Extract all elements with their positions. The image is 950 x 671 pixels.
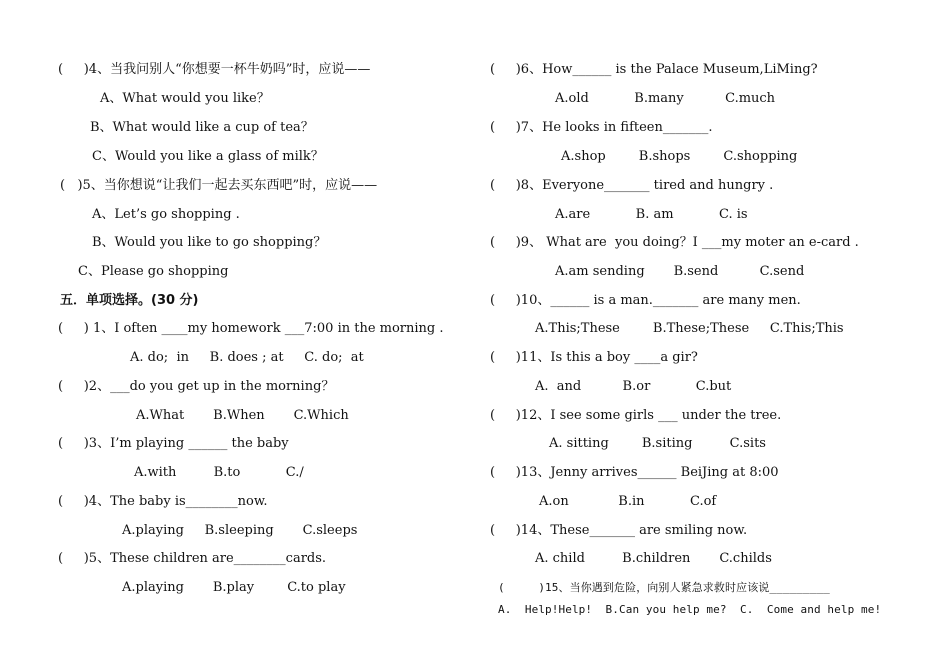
options-10: A.This;These B.These;These C.This;This <box>535 321 844 336</box>
question-15: ( )15、当你遇到危险，向别人紧急求救时应该说_________ <box>498 581 830 594</box>
question-4-cn: ( )4、当我问别人“你想要一杯牛奶吗”时，应说—— <box>58 62 371 77</box>
question-5-cn: ( )5、当你想说“让我们一起去买东西吧”时，应说—— <box>60 178 378 193</box>
section-heading: 五．单项选择。(30 分) <box>60 293 199 308</box>
question-2: ( )2、___do you get up in the morning？ <box>58 379 335 394</box>
option-b: B、Would you like to go shopping？ <box>92 235 327 250</box>
options-14: A. child B.children C.childs <box>535 551 772 566</box>
question-14: ( )14、These_______ are smiling now. <box>490 523 748 538</box>
option-c: C、Would you like a glass of milk？ <box>92 149 324 164</box>
question-6: ( )6、How______ is the Palace Museum,LiMing? <box>490 62 818 77</box>
question-10: ( )10、______ is a man._______ are many men. <box>490 293 801 308</box>
options-3: A.with B.to C./ <box>134 465 304 480</box>
options-7: A.shop B.shops C.shopping <box>561 149 798 164</box>
options-6: A.old B.many C.much <box>555 91 776 106</box>
question-9: ( )9、 What are you doing？I ___my moter an e-card . <box>490 235 859 250</box>
option-c: C、Please go shopping <box>78 264 229 279</box>
question-13: ( )13、Jenny arrives______ BeiJing at 8:00 <box>490 465 779 480</box>
question-8: ( )8、Everyone_______ tired and hungry . <box>490 178 774 193</box>
question-11: ( )11、Is this a boy ____a gir? <box>490 350 698 365</box>
option-a: A、What would you like？ <box>100 91 270 106</box>
options-8: A.are B. am C. is <box>555 207 748 222</box>
question-5: ( )5、These children are________cards. <box>58 551 327 566</box>
options-12: A. sitting B.siting C.sits <box>549 436 766 451</box>
options-1: A. do; in B. does ; at C. do; at <box>130 350 364 365</box>
question-12: ( )12、I see some girls ___ under the tree. <box>490 408 782 423</box>
option-a: A、Let’s go shopping . <box>92 207 240 222</box>
options-5: A.playing B.play C.to play <box>122 580 346 595</box>
question-3: ( )3、I’m playing ______ the baby <box>58 436 289 451</box>
options-2: A.What B.When C.Which <box>136 408 349 423</box>
option-b: B、What would like a cup of tea？ <box>90 120 314 135</box>
question-1: ( ) 1、I often ____my homework ___7:00 in the morning . <box>58 321 444 336</box>
options-9: A.am sending B.send C.send <box>555 264 805 279</box>
options-15: A. Help!Help! B.Can you help me? C. Come and help me! <box>498 603 882 616</box>
options-4: A.playing B.sleeping C.sleeps <box>122 523 358 538</box>
question-7: ( )7、He looks in fifteen_______. <box>490 120 713 135</box>
options-13: A.on B.in C.of <box>539 494 717 509</box>
options-11: A. and B.or C.but <box>535 379 732 394</box>
question-4: ( )4、The baby is________now. <box>58 494 268 509</box>
